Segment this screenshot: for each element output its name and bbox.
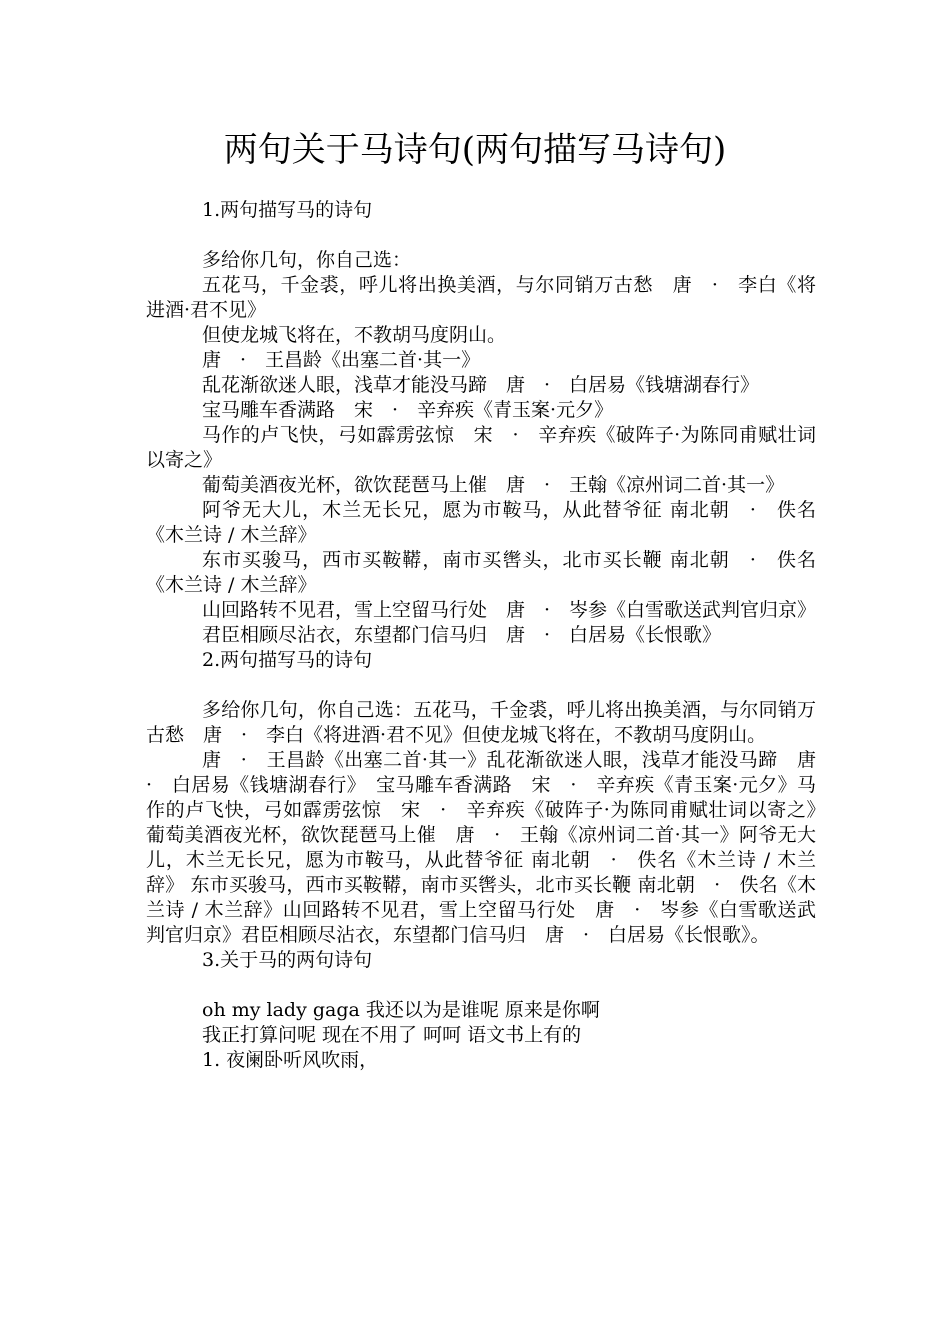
section-3-line: oh my lady gaga 我还以为是谁呢 原来是你啊 bbox=[202, 999, 600, 1021]
section-2-heading: 2.两句描写马的诗句 bbox=[202, 649, 373, 671]
section-1-line: 山回路转不见君，雪上空留马行处 唐 · 岑参《白雪歌送武判官归京》 bbox=[202, 599, 817, 621]
section-2-paragraph: 多给你几句，你自己选：五花马，千金裘，呼儿将出换美酒，与尔同销万古愁 唐 · 李白《将进酒·君不见》但使龙城飞将在，不教胡马度阴山。 bbox=[146, 699, 816, 746]
document-title: 两句关于马诗句(两句描写马诗句) bbox=[223, 130, 727, 170]
section-1-line: 葡萄美酒夜光杯，欲饮琵琶马上催 唐 · 王翰《凉州词二首·其一》 bbox=[202, 474, 785, 496]
section-1-intro: 多给你几句，你自己选： bbox=[202, 249, 412, 271]
section-1-line: 但使龙城飞将在，不教胡马度阴山。 bbox=[202, 324, 507, 346]
blank-line bbox=[146, 673, 816, 698]
section-1-line: 唐 · 王昌龄《出塞二首·其一》 bbox=[202, 349, 481, 371]
section-1-heading: 1.两句描写马的诗句 bbox=[202, 199, 373, 221]
section-3-line: 1. 夜阑卧听风吹雨， bbox=[202, 1049, 379, 1071]
section-1-line: 五花马，千金裘，呼儿将出换美酒，与尔同销万古愁 唐 · 李白《将进酒·君不见》 bbox=[146, 274, 816, 321]
section-1-line: 宝马雕车香满路 宋 · 辛弃疾《青玉案·元夕》 bbox=[202, 399, 614, 421]
blank-line bbox=[146, 973, 816, 998]
section-1-line: 马作的卢飞快，弓如霹雳弦惊 宋 · 辛弃疾《破阵子·为陈同甫赋壮词以寄之》 bbox=[146, 424, 816, 471]
section-2-paragraph: 唐 · 王昌龄《出塞二首·其一》乱花渐欲迷人眼，浅草才能没马蹄 唐 · 白居易《钱塘湖春行》 宝马雕车香满路 宋 · 辛弃疾《青玉案·元夕》马作的卢飞快，弓如霹雳弦惊 宋 · 辛弃疾《破阵子·为陈同甫赋壮词以寄之》 葡萄美酒夜光杯，欲饮琵琶马上催 唐 · 王翰《凉州词二首·其一》阿爷无大儿，木兰无长兄，愿为市鞍马，从此替爷征 南北朝 · 佚名《木兰诗 / 木兰辞》 东市买骏马，西市买鞍鞯，南市买辔头，北市买长鞭 南北朝 · 佚名《木兰诗 / 木兰辞》山回路转不见君，雪上空留马行处 唐 · 岑参《白雪歌送武判官归京》君臣相顾尽沾衣，东望都门信马归 唐 · 白居易《长恨歌》。 bbox=[146, 749, 836, 946]
blank-line bbox=[146, 223, 816, 248]
document-body bbox=[146, 198, 836, 1073]
section-1-line: 乱花渐欲迷人眼，浅草才能没马蹄 唐 · 白居易《钱塘湖春行》 bbox=[202, 374, 760, 396]
section-3-line: 我正打算问呢 现在不用了 呵呵 语文书上有的 bbox=[202, 1024, 582, 1046]
section-1-line: 阿爷无大儿，木兰无长兄，愿为市鞍马，从此替爷征 南北朝 · 佚名《木兰诗 / 木兰辞》 bbox=[146, 499, 816, 546]
section-1-line: 东市买骏马，西市买鞍鞯，南市买辔头，北市买长鞭 南北朝 · 佚名《木兰诗 / 木兰辞》 bbox=[146, 549, 816, 596]
section-3-heading: 3.关于马的两句诗句 bbox=[202, 949, 373, 971]
section-1-line: 君臣相顾尽沾衣，东望都门信马归 唐 · 白居易《长恨歌》 bbox=[202, 624, 722, 646]
